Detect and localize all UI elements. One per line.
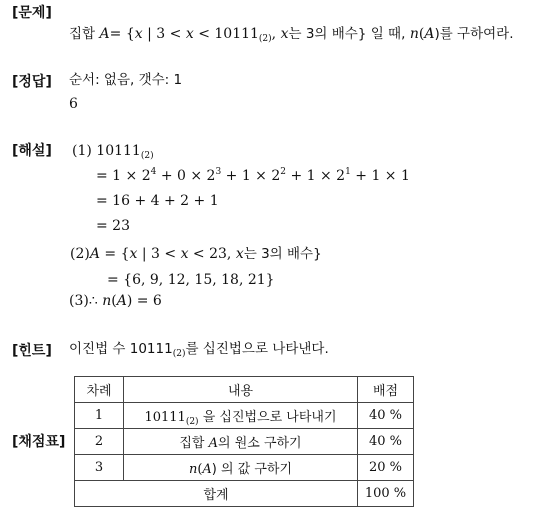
problem-text: 집합 A= {x | $3 < x < 10111_{(2)}$, x는 3의 배수} 일 때, n(A)를 구하여라. <box>69 26 514 44</box>
row-score: 20 % <box>358 455 414 481</box>
answer-meta: 순서: 없음, 갯수: 1 <box>69 72 183 88</box>
solution-line-5: (2)A = {x | 3 < x < 23, x는 3의 배수} <box>70 246 322 262</box>
problem-label: [문제] <box>12 5 52 21</box>
solution-line-3: = 16 + 4 + 2 + 1 <box>96 193 219 209</box>
header-score: 배점 <box>358 377 414 403</box>
solution-line-1: (1) $10111_{(2)}$ <box>72 143 154 161</box>
row-content: $10111_{(2)}$ 을 십진법으로 나타내기 <box>124 403 358 429</box>
row-score: 40 % <box>358 403 414 429</box>
table-header-row <box>75 377 414 403</box>
solution-line-2: = $1 \times 2^4 + 0 \times 2^3 + 1 \times 2^2 + 1 \times 2^1 + 1 \times 1$ <box>96 167 410 184</box>
header-content: 내용 <box>124 377 358 403</box>
row-score: 40 % <box>358 429 414 455</box>
row-number: 2 <box>75 429 124 455</box>
table-row <box>75 403 414 429</box>
total-score: 100 % <box>358 481 414 507</box>
solution-line-7: (3)∴ n(A) = 6 <box>69 293 162 309</box>
table-total-row <box>75 481 414 507</box>
row-number: 1 <box>75 403 124 429</box>
header-order: 차례 <box>75 377 124 403</box>
rubric-table <box>74 376 414 507</box>
hint-text: 이진법 수 $10111_{(2)}$를 십진법으로 나타낸다. <box>69 341 329 359</box>
row-content: n(A) 의 값 구하기 <box>124 455 358 481</box>
answer-label: [정답] <box>12 74 52 90</box>
row-content: 집합 A의 원소 구하기 <box>124 429 358 455</box>
solution-label: [해설] <box>12 143 52 159</box>
solution-line-6: = {6, 9, 12, 15, 18, 21} <box>107 272 275 288</box>
table-row <box>75 429 414 455</box>
solution-line-4: = 23 <box>96 218 130 234</box>
table-row <box>75 455 414 481</box>
row-number: 3 <box>75 455 124 481</box>
answer-value: 6 <box>69 96 78 112</box>
rubric-label: [채점표] <box>12 434 66 450</box>
hint-label: [힌트] <box>12 343 52 359</box>
total-label: 합계 <box>75 481 358 507</box>
